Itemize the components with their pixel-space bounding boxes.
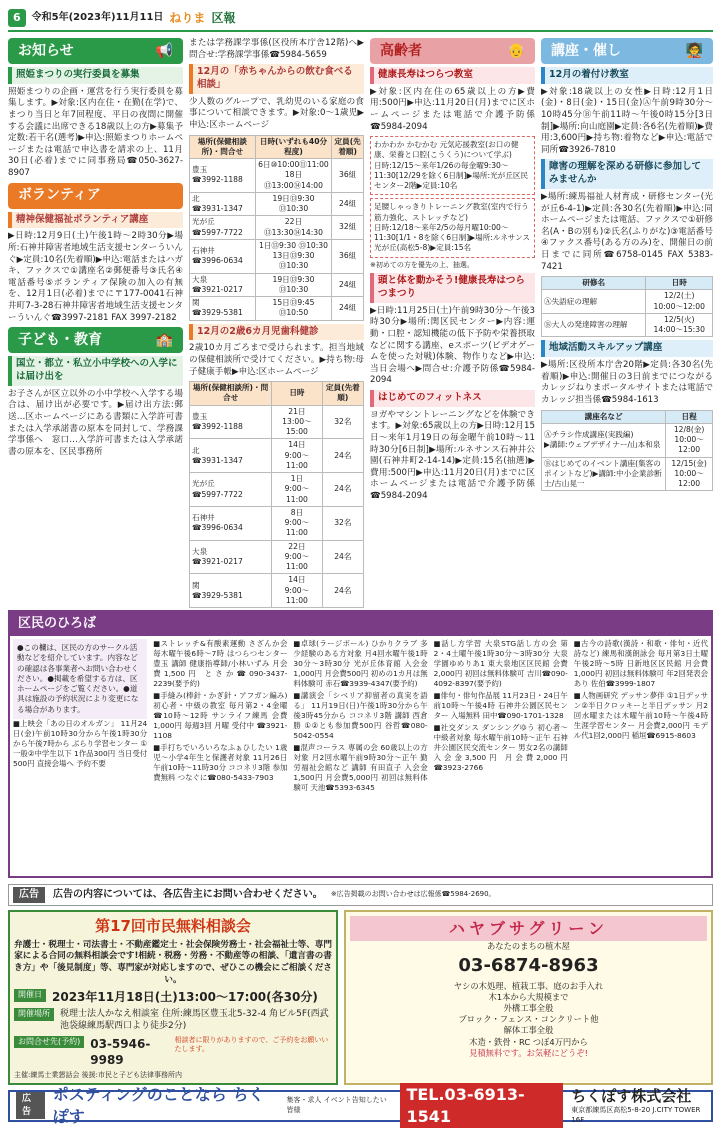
gardener-ad bbox=[344, 910, 713, 1085]
contact-phone: 03-5946-9989 bbox=[90, 1036, 151, 1067]
date-label: 開催日 bbox=[14, 989, 46, 1002]
event-venue: 税理士法人かなえ相談室 住所:練馬区豊玉北5-32-4 角ビル5F(西武池袋線練馬駅西口より徒歩2分) bbox=[60, 1009, 329, 1032]
ad-notice-note: ※広告掲載のお問い合わせは広報係☎5984-2690。 bbox=[330, 890, 496, 899]
list-item: ■話し方学習 大泉STG話し方の会 第2・4土曜午後1時30分～3時30分 大泉学園ゆめりあ1 東大泉地区区民館 会費2,000円 初回は無料体験可 吉川☎090-4092-8397(要予約) bbox=[433, 639, 568, 688]
table-row: 豊玉 ☎3992-1188 21日 13:00～15:00 32名 bbox=[190, 405, 364, 439]
checkup-table bbox=[189, 381, 364, 608]
ad-tag: 広告 bbox=[16, 1092, 45, 1118]
table-header: 場所(保健相談所)・問合せ bbox=[190, 382, 272, 406]
article-body: 2歳10カ月ごろまで受けられます。担当地域の保健相談所で受けてください。▶持ち物:母子健康手帳▶申込:区ホームページ bbox=[189, 343, 364, 377]
article-title: 健康長寿はつらつ教室 bbox=[370, 67, 535, 84]
article-title: 障害の理解を深める研修に参加してみませんか bbox=[541, 159, 713, 189]
article-title: 精神保健福祉ボランティア講座 bbox=[8, 212, 183, 229]
school-icon: 🏫 bbox=[155, 331, 173, 348]
footer-company: ちくぽす株式会社 bbox=[571, 1086, 692, 1105]
footer-address: 東京都練馬区高松5-8-20 J.CITY TOWER 16F bbox=[571, 1106, 701, 1124]
list-item: ■混声コーラス 専属の会 60歳以上の方対象 月2回水曜午前9時30分～正午 勤労福祉会館など 講師 有田直子 入会金1,500円 月会費5,000円 初回は無料体験可 天池☎5393-6345 bbox=[293, 742, 428, 792]
table-row: 関 ☎3929-5381 14日 9:00～11:00 24名 bbox=[190, 574, 364, 608]
footer-sub: 集客・求人 イベント告知したい皆様 bbox=[286, 1096, 387, 1114]
list-item: ■手縫み(棒針・かぎ針・アフガン編み) 初心者・中級の教室 毎月第2・4金曜☎10時～12時 サンライフ練馬 会費1,000円 毎週3回 月曜 受付中 ☎3921-1108 bbox=[153, 690, 288, 740]
ad-line: 外構工事全般 bbox=[503, 1002, 554, 1013]
article-body: ヨガやマシントレーニングなどを体験できます。▶対象:65歳以上の方▶日時:12月15日～来年1月19日の毎金曜午前10時～11時30分[6日制]▶場所:ルネサンス石神井公園(石神井町2-14-14)▶定員:15名(抽選)▶費用:500円▶申込:11月20日(月)までに区ホームページまたは電話で介護予防係☎5984-2094 bbox=[370, 409, 535, 501]
table-row: Ⓑはじめてのイベント講座(集客のポイントなど)▶講師:中小企業診断士/古山晃一 12/15(金) 10:00～12:00 bbox=[542, 457, 713, 491]
table-header: 日時 bbox=[646, 277, 713, 290]
footer-phone: TEL.03-6913-1541 bbox=[400, 1083, 563, 1128]
program-box: わかわか かむかむ 元気応援教室(お口の健康、栄養と口腔(こうくう)について学ぶ) 日時:12/15～来年1/26の毎金曜9:30～11:30[12/29を除く6日制]▶場所:光が丘区民センター2階▶定員:10名 bbox=[370, 136, 535, 195]
column-health bbox=[189, 38, 364, 610]
table-row: 大泉 ☎3921-0217 19日⑬9:30 ⑬10:30 24組 bbox=[190, 273, 364, 297]
table-header: 日時 bbox=[272, 382, 323, 406]
article-title: 12月の着付け教室 bbox=[541, 67, 713, 84]
table-header: 日時(いずれも40分程度) bbox=[255, 135, 332, 159]
column-notices bbox=[8, 38, 183, 610]
section-header-courses bbox=[541, 38, 713, 64]
ad-notice-text: 広告の内容については、各広告主にお問い合わせください。 bbox=[53, 889, 323, 900]
article-title: 頭と体を動かそう!健康長寿はつらつまつり bbox=[370, 273, 535, 303]
article-body: ▶対象:18歳以上の女性▶日時:12月1日(金)・8日(金)・15日(金)Ⓐ午前9時30分～10時45分Ⓑ午前11時～午後0時15分[3日制]▶場所:向山庭園▶定員:各6名(先着順)▶費用:3,600円▶持ち物:着物など▶申込:電話で同所☎3926-7810 bbox=[541, 86, 713, 155]
article-title: 12月の2歳6カ月児歯科健診 bbox=[189, 324, 364, 341]
ad-subtitle: あなたのまちの植木屋 bbox=[487, 941, 570, 952]
section-header-volunteer bbox=[8, 183, 183, 209]
ad-notice bbox=[8, 884, 713, 906]
table-row: 石神井 ☎3996-0634 8日 9:00～11:00 32名 bbox=[190, 506, 364, 540]
ad-bubble: 見積無料です。お気軽にどうぞ! bbox=[469, 1047, 588, 1058]
article-body: お子さんが区立以外の小中学校へ入学する場合は、届け出が必要です。▶届け出方法:郵送…区ホームページにある書類に入学許可書または入学承諾書の原本を同封して、学務課学事係へ 窓口…入学許可書または入学承諾書の原本を、区民事務所 bbox=[8, 388, 183, 457]
table-row: Ⓑ大人の発達障害の理解 12/5(火) 14:00～15:30 bbox=[542, 313, 713, 337]
table-header: 日程 bbox=[666, 410, 713, 423]
reservation-note: 相談者に限りがありますので、ご予約をお願いいたします。 bbox=[174, 1035, 329, 1054]
section-title: お知らせ bbox=[18, 42, 74, 59]
circle-items bbox=[10, 636, 711, 876]
article-body: ▶対象:区内在住の65歳以上の方▶費用:500円▶申込:11月20日(月)までに区ホームページまたは電話で介護予防係☎5984-2094 bbox=[370, 86, 535, 132]
section-header-seniors bbox=[370, 38, 535, 64]
list-item: ■人物画研究 デッサン夢伴 ①1日デッサン②半日クロッキーと半日デッサン 月2回水曜または木曜午前10時～午後4時 生涯学習センター 月会費2,000円 モデル代1回2,000円 稲垣☎6915-8603 bbox=[573, 690, 708, 740]
ads-row bbox=[8, 910, 713, 1085]
event-date: 2023年11月18日(土)13:00～17:00(各30分) bbox=[52, 990, 318, 1005]
article-body: 少人数のグループで、乳幼児のいる家庭の食事について相談できます。▶対象:0～1歳児▶申込:区ホームページ bbox=[189, 96, 364, 130]
consultation-table bbox=[189, 135, 364, 321]
ad-line: ヤシの木処理、植栽工事、庭のお手入れ bbox=[453, 980, 604, 991]
list-item: ■ストレッチ&有酸素運動 さざんか会 毎木曜午後6時～7時 はつらつセンター豊玉 講師 健康指導師/小林いずみ 月会費1,500円 とさか☎090-3437-2239(要予約) bbox=[153, 639, 288, 688]
table-row: 北 ☎3931-1347 14日 9:00～11:00 24名 bbox=[190, 439, 364, 473]
brand-name: ねりま bbox=[169, 10, 206, 25]
article-title: 12月の「赤ちゃんからの飲む食べる相談」 bbox=[189, 64, 364, 94]
list-item: ■古今の詩歌(漢詩・和歌・俳句・近代詩など) 練馬和漢朗詠会 毎月第3日土曜午後2時～5時 日新地区区民館 月会費1,000円 初回は無料体験可 年2回発表会あり 佐伯☎3999-1807 bbox=[573, 639, 708, 688]
column-seniors bbox=[370, 38, 535, 610]
ad-phone: 03-6874-8963 bbox=[458, 955, 599, 977]
table-row: 豊玉 ☎3992-1188 6日⑩10:00⑪11:00 18日⑬13:00⑭14:00 36組 bbox=[190, 159, 364, 193]
contact-label: お問合せ先(予約) bbox=[14, 1036, 84, 1049]
megaphone-icon: 📢 bbox=[155, 42, 173, 59]
list-item: ■社交ダンス ダンシングゆう 初心者～中級者対象 毎水曜午前10時～正午 石神井公園区民交流センター 男女2名の講師 入会金3,500円 月会費2,000円 ☎3923-2766 bbox=[433, 722, 568, 772]
program-box: 足腰しゃっきりトレーニング教室(室内で行う筋力強化、ストレッチなど) 日時:12/18～来年2/5の毎月曜10:00～11:30[1/1・8を除く6日制]▶場所:ルネサンス光が丘(高松5-8)▶定員:15名 bbox=[370, 198, 535, 257]
skill-course-table bbox=[541, 410, 713, 492]
training-table bbox=[541, 276, 713, 337]
consultation-ad bbox=[8, 910, 338, 1085]
list-item: ■卓球(ラージボール) ひかりクラブ 多少経験のある方対象 月4回水曜午後1時30分～3時30分 光が丘体育館 入会金1,000円 月会費500円 初めの1カ月は無料体験可 赤石☎3939-4347(要予約) bbox=[293, 639, 428, 688]
article-body: ▶日時:11月25日(土)午前9時30分～午後3時30分▶場所:関区民センター▶内容:運動・口腔・認知機能の低下予防や栄養摂取などに関する講座、eスポーツ(ビデオゲームを使った対戦)体験、物作りなど▶申込:当日会場へ▶問合せ:介護予防係☎5984-2094 bbox=[370, 305, 535, 386]
lecture-icon: 🧑‍🏫 bbox=[685, 42, 703, 59]
table-row: 光が丘 ☎5997-7722 22日⑬13:30⑭14:30 32組 bbox=[190, 216, 364, 240]
footer-title: ポスティングのことなら ちくぽす bbox=[52, 1084, 265, 1126]
article-body: または学務課学事係(区役所本庁舎12階)へ▶問合せ:学務課学事係☎5984-5659 bbox=[189, 38, 364, 60]
resident-circle-section bbox=[8, 610, 713, 878]
brand-suffix: 区報 bbox=[211, 10, 236, 25]
ad-tag: 広告 bbox=[13, 887, 45, 903]
section-title: 高齢者 bbox=[380, 42, 422, 59]
footer-ad bbox=[8, 1084, 713, 1126]
table-header: 定員(先着順) bbox=[332, 135, 364, 159]
ad-line: 木造・鉄骨・RC つぼ4万円から bbox=[469, 1036, 588, 1047]
section-title: 子ども・教育 bbox=[18, 331, 102, 348]
list-item: ■上映会「あの日のオルガン」 11月24日(金)午前10時30分から午後1時30分から午後7時から ぶらり学習センター ①一般②中学生以下 1作品300円 当日受付500円 直接会場へ 予約不要 bbox=[13, 718, 148, 768]
ad-title: 第17回市民無料相談会 bbox=[95, 916, 251, 935]
section-title: ボランティア bbox=[18, 187, 101, 204]
article-body: ▶場所:区役所本庁舎20階▶定員:各30名(先着順)▶申込:開催日の3日前までにつながるカレッジねりまポータルサイトまたは電話でカレッジ担当係☎5984-1613 bbox=[541, 360, 713, 405]
article-body: 照姫まつりの企画・運営を行う実行委員を募集します。▶対象:区内在住・在勤(在学)で、まつり当日と年7回程度、平日の夜間に開催する会議に出席できる18歳以上の方▶募集予定数:若干名(選考)▶申込:照姫まつりホームページまたは電話で申込書を請求の上、11月30日(必着)までに同事務局☎050-3627-8907 bbox=[8, 86, 183, 178]
table-row: 北 ☎3931-1347 19日⑬9:30 ⑬10:30 24組 bbox=[190, 192, 364, 216]
table-row: Ⓐチラシ作成講座(実践編) ▶講師:ウェブデザイナー/山本和泉 12/8(金) 10:00～12:00 bbox=[542, 423, 713, 457]
section-title: 講座・催し bbox=[551, 42, 621, 59]
ad-line: 解体工事全般 bbox=[503, 1025, 554, 1036]
ad-line: 木1本から大規模まで bbox=[488, 991, 569, 1002]
table-header: 研修名 bbox=[542, 277, 646, 290]
table-row: 大泉 ☎3921-0217 22日 9:00～11:00 24名 bbox=[190, 540, 364, 574]
article-body: ▶場所:練馬福祉人材育成・研修センター(光が丘6-4-1)▶定員:各30名(先着順)▶申込:同ホームページまたは電話、ファクスで①研修名(A・Bの別も)②氏名(ふりがな)③電話番号④ファクス番号(ある方のみ)を、開催日の前日までに同所☎6758-0145 FAX 5383-7421 bbox=[541, 192, 713, 272]
table-header: 定員(先着順) bbox=[322, 382, 363, 406]
table-row: 光が丘 ☎5997-7722 1日 9:00～11:00 24名 bbox=[190, 473, 364, 507]
article-title: 照姫まつりの実行委員を募集 bbox=[8, 67, 183, 84]
ad-title: ハヤブサグリーン bbox=[350, 916, 707, 942]
table-header: 講座名など bbox=[542, 410, 666, 423]
table-header: 場所(保健相談所)・問合せ bbox=[190, 135, 256, 159]
venue-label: 開催場所 bbox=[14, 1008, 54, 1021]
page-number: 6 bbox=[8, 9, 26, 28]
article-body: ▶日時:12月9日(土)午後1時～2時30分▶場所:石神井障害者地域生活支援センターういんぐ▶定員:10名(先着順)▶申込:電話またはハガキ、ファクスで①講座名②郵便番号③氏名④電話番号⑤ボランティア保険の加入の有無を、12月1日(必着)までに〒177-0041石神井町7-3-28石神井障害者地域生活支援センターういんぐ☎3997-2181 FAX 3997-2182 bbox=[8, 231, 183, 323]
table-row: 石神井 ☎3996-0634 1日⑬9:30 ⑬10:30 13日⑬9:30 ⑬10:30 36組 bbox=[190, 239, 364, 273]
note: ※初めての方を優先の上、抽選。 bbox=[370, 260, 474, 269]
circle-intro: ●この欄は、区民の方のサークル活動などを紹介しています。内容などの確認は各事業者へお問い合わせください。●掲載を希望する方は、区ホームページをご覧ください。●道具は施設の予約状況により変更になる場合があります。 bbox=[13, 639, 147, 719]
circle-title: 区民のひろば bbox=[10, 612, 711, 636]
article-title: 国立・都立・私立小中学校への入学には届け出を bbox=[8, 356, 183, 386]
table-row: 関 ☎3929-5381 15日⑬9:45 ⑬10:50 24組 bbox=[190, 297, 364, 321]
content-columns bbox=[8, 38, 713, 610]
section-header-notices bbox=[8, 38, 183, 64]
ad-host: 主催:練馬士業懇話会 後援:市民と子ども法律事務所内 bbox=[14, 1070, 182, 1079]
list-item: ■俳句・俳句作品展 11月23日・24日午前10時～午後4時 石神井公園区民センター 入場無料 田中☎090-1701-1328 bbox=[433, 690, 568, 720]
article-title: 地域活動スキルアップ講座 bbox=[541, 340, 713, 357]
article-title: はじめてのフィットネス bbox=[370, 390, 535, 407]
ad-line: ブロック・フェンス・コンクリート他 bbox=[458, 1014, 599, 1025]
top-bar bbox=[8, 6, 713, 32]
seniors-icon: 👴 bbox=[507, 42, 525, 59]
column-courses bbox=[541, 38, 713, 610]
table-row: Ⓐ失語症の理解 12/2(土) 10:00～12:00 bbox=[542, 290, 713, 314]
list-item: ■手打ちでいろいろなふぁひしたい 1歳児～小学4年生と保護者対象 11月26日午前10時～11時30分 ココネリ3階 参加費無料 つなぐに☎080-5433-7903 bbox=[153, 742, 288, 782]
list-item: ■講演会「シベリア抑留者の真実を語る」 11月19日(日)午後1時30分から午後3時45分から ココネリ3階 講師 西倉勝 ①②とも参加費500円 谷哲☎080-5042-0554 bbox=[293, 690, 428, 740]
ad-lead: 弁護士・税理士・司法書士・不動産鑑定士・社会保険労務士・社会福祉士等、専門家による合同の無料相談会です!相続・税務・労務・不動産等の相談、「遺言書の書き方」や「後見制度」等、専門家が対応しますので、ぜひこの機会にご相談ください。 bbox=[14, 939, 332, 985]
issue-date: 令和5年(2023年)11月11日 bbox=[31, 12, 164, 24]
section-header-children bbox=[8, 327, 183, 353]
